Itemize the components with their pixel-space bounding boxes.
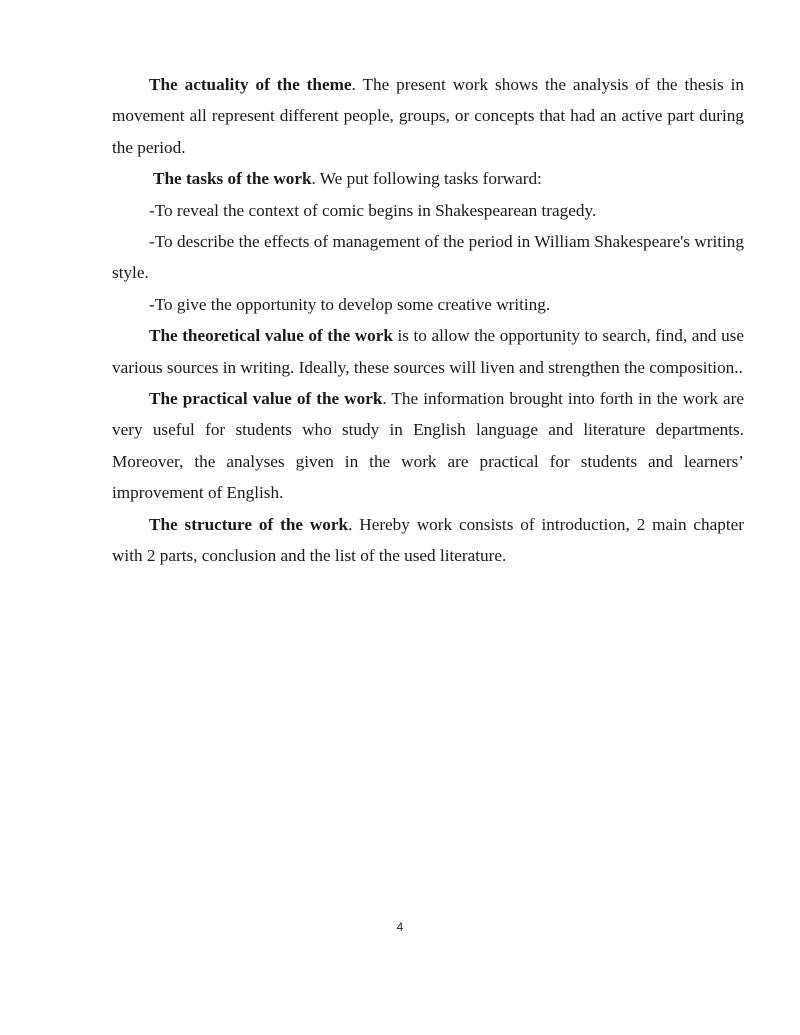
paragraph-theoretical-value [112, 320, 744, 383]
page-number: 4 [396, 920, 404, 934]
paragraph-text: -To reveal the context of comic begins in Shakespearean tragedy. [149, 200, 597, 220]
task-item-2 [112, 226, 744, 289]
paragraph-heading: The practical value of the work [149, 389, 383, 409]
task-item-1 [112, 195, 744, 226]
paragraph-text: . Hereby work consists of introduction, 2 main chapter with 2 parts, conclusion and the list of the used literature. [112, 514, 745, 566]
paragraph-practical-value [112, 383, 744, 509]
paragraph-heading: The theoretical value of the work [149, 326, 393, 346]
document-body [112, 69, 744, 572]
task-item-3 [112, 289, 744, 320]
paragraph-text: -To describe the effects of management of the period in William Shakespeare's writing style. [112, 232, 744, 283]
paragraph-text: . We put following tasks forward: [311, 169, 542, 189]
paragraph-tasks [112, 163, 744, 194]
paragraph-text: is to allow the opportunity to search, find, and use various sources in writing. Ideally, these sources will liven and strengthen the composition.. [112, 326, 744, 377]
paragraph-text: . The present work shows the analysis of the thesis in movement all represent different people, groups, or concepts that had an active part during the period. [112, 75, 744, 157]
paragraph-heading: The structure of the work [149, 514, 349, 534]
paragraph-heading: The tasks of the work [153, 169, 312, 189]
paragraph-structure [112, 509, 744, 572]
paragraph-actuality [112, 69, 744, 163]
paragraph-text: . The information brought into forth in the work are very useful for students who study in English language and literature departments. Moreover, the analyses given in the work are practical for students and learners’ improvement of English. [112, 389, 744, 503]
paragraph-text: -To give the opportunity to develop some creative writing. [149, 294, 551, 314]
paragraph-heading: The actuality of the theme [149, 75, 352, 94]
